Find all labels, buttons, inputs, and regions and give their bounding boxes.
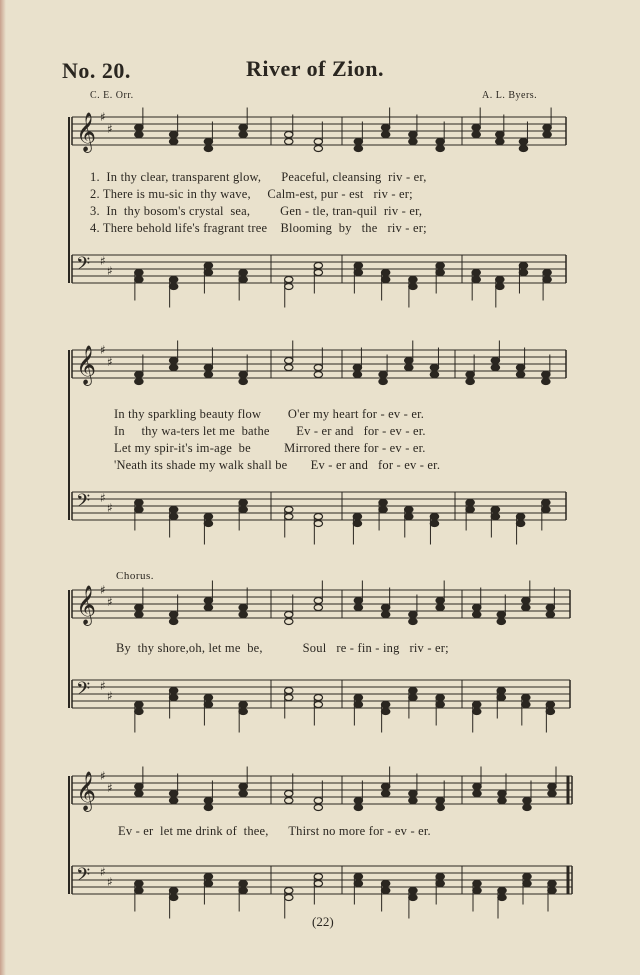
svg-text:♯: ♯ — [100, 343, 106, 357]
svg-text:♯: ♯ — [107, 689, 113, 703]
svg-text:♯: ♯ — [100, 491, 106, 505]
svg-text:♯: ♯ — [107, 781, 113, 795]
author-credit: A. L. Byers. — [482, 90, 538, 101]
composer-credit: C. E. Orr. — [90, 90, 134, 101]
svg-text:♯: ♯ — [100, 679, 106, 693]
svg-text:𝄞: 𝄞 — [76, 112, 97, 152]
svg-text:♯: ♯ — [107, 264, 113, 278]
svg-text:𝄢: 𝄢 — [76, 865, 91, 890]
verse-1-line-2: In thy sparkling beauty flow O'er my heart for - ev - er. — [114, 407, 425, 421]
verse-4-line-1: 4. There behold life's fragrant tree Blooming by the riv - er; — [90, 221, 427, 235]
svg-text:𝄢: 𝄢 — [76, 679, 91, 704]
svg-text:𝄞: 𝄞 — [76, 345, 97, 385]
svg-text:♯: ♯ — [107, 122, 113, 136]
page-number: (22) — [312, 914, 334, 929]
svg-text:♯: ♯ — [100, 769, 106, 783]
verse-2-line-2: In thy wa-ters let me bathe Ev - er and for - ev - er. — [114, 424, 426, 438]
svg-text:𝄢: 𝄢 — [76, 491, 91, 516]
verse-4-line-2: 'Neath its shade my walk shall be Ev - er and for - ev - er. — [114, 458, 441, 472]
verse-2-line-1: 2. There is mu-sic in thy wave, Calm-est, pur - est riv - er; — [90, 187, 413, 201]
chorus-line-1: By thy shore,oh, let me be, Soul re - fin - ing riv - er; — [116, 641, 449, 655]
svg-text:♯: ♯ — [100, 110, 106, 124]
svg-text:♯: ♯ — [107, 875, 113, 889]
hymn-title: River of Zion. — [246, 56, 384, 81]
svg-text:♯: ♯ — [107, 355, 113, 369]
svg-text:𝄞: 𝄞 — [76, 771, 97, 811]
verse-1-line-1: 1. In thy clear, transparent glow, Peaceful, cleansing riv - er, — [90, 170, 427, 184]
svg-text:♯: ♯ — [100, 254, 106, 268]
svg-text:♯: ♯ — [107, 595, 113, 609]
hymn-number: No. 20. — [62, 58, 131, 83]
svg-text:♯: ♯ — [100, 865, 106, 879]
verse-3-line-1: 3. In thy bosom's crystal sea, Gen - tle, tran-quil riv - er, — [90, 204, 423, 218]
verse-3-line-2: Let my spir-it's im-age be Mirrored there for - ev - er. — [114, 441, 426, 455]
chorus-line-2: Ev - er let me drink of thee, Thirst no more for - ev - er. — [118, 824, 431, 838]
chorus-label: Chorus. — [116, 570, 155, 582]
svg-text:𝄞: 𝄞 — [76, 585, 97, 625]
svg-text:𝄢: 𝄢 — [76, 254, 91, 279]
svg-text:♯: ♯ — [107, 501, 113, 515]
svg-text:♯: ♯ — [100, 583, 106, 597]
